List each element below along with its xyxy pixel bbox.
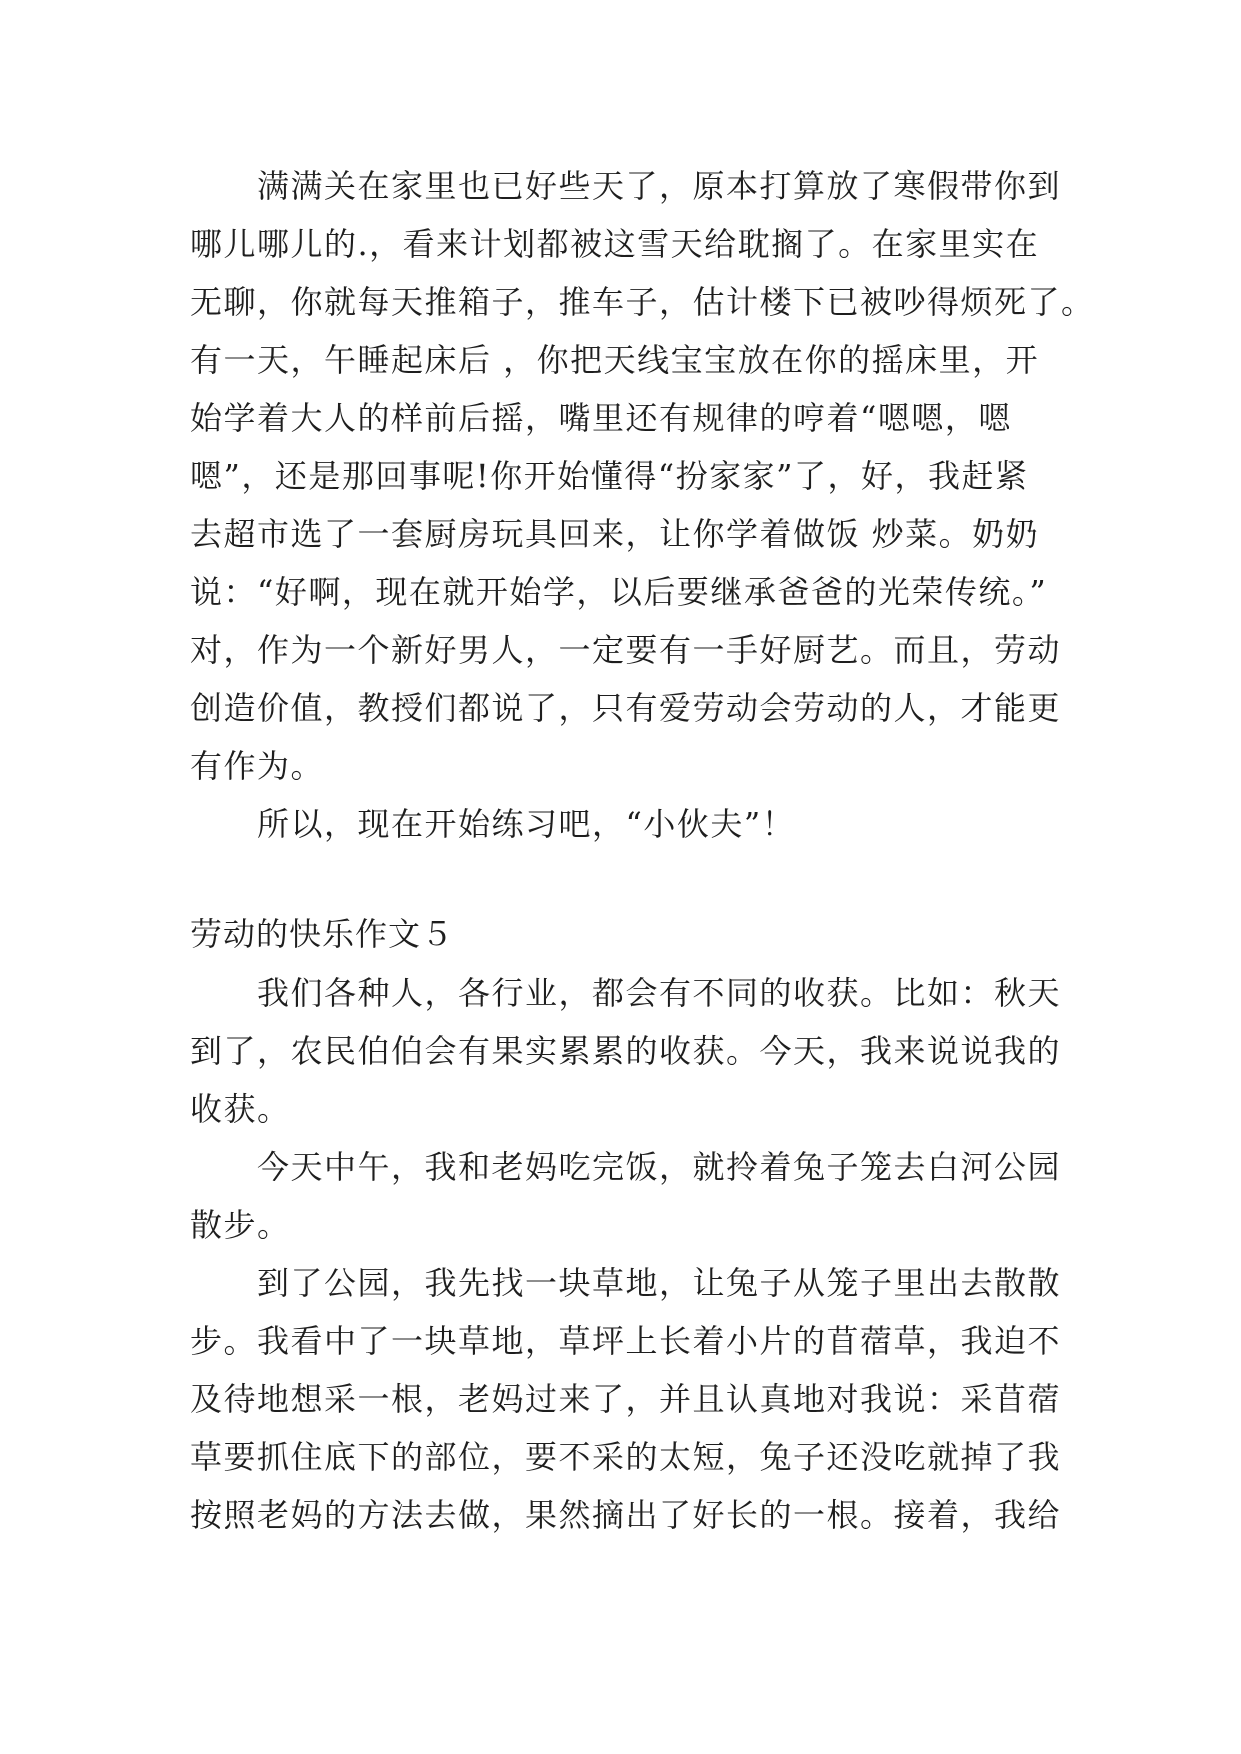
text-line: 按照老妈的方法去做，果然摘出了好长的一根。接着，我给 xyxy=(190,1496,1062,1534)
section-heading: 劳动的快乐作文５ xyxy=(190,915,455,953)
text-line: 草要抓住底下的部位，要不采的太短，兔子还没吃就掉了我 xyxy=(190,1438,1062,1476)
text-line: 步。我看中了一块草地，草坪上长着小片的苜蓿草，我迫不 xyxy=(190,1322,1062,1360)
text-line: 哪儿哪儿的.，看来计划都被这雪天给耽搁了。在家里实在 xyxy=(190,225,1040,263)
text-line: 无聊，你就每天推箱子，推车子，估计楼下已被吵得烦死了。 xyxy=(190,283,1095,321)
text-line: 始学着大人的样前后摇，嘴里还有规律的哼着“嗯嗯，嗯 xyxy=(190,399,1012,437)
text-line: 所以，现在开始练习吧，“小伙夫”！ xyxy=(257,805,796,843)
text-line: 及待地想采一根，老妈过来了，并且认真地对我说：采苜蓿 xyxy=(190,1380,1062,1418)
text-line: 对，作为一个新好男人，一定要有一手好厨艺。而且，劳动 xyxy=(190,631,1062,669)
text-line: 去超市选了一套厨房玩具回来，让你学着做饭 炒菜。奶奶 xyxy=(190,515,1040,553)
text-line: 满满关在家里也已好些天了，原本打算放了寒假带你到 xyxy=(257,167,1062,205)
text-line: 散步。 xyxy=(190,1206,291,1244)
text-line: 到了，农民伯伯会有果实累累的收获。今天，我来说说我的 xyxy=(190,1032,1062,1070)
text-line: 我们各种人，各行业，都会有不同的收获。比如：秋天 xyxy=(257,974,1062,1012)
text-line: 说：“好啊，现在就开始学，以后要继承爸爸的光荣传统。” xyxy=(190,573,1048,611)
text-line: 收获。 xyxy=(190,1090,291,1128)
text-line: 有一天，午睡起床后 ，你把天线宝宝放在你的摇床里，开 xyxy=(190,341,1040,379)
text-line: 有作为。 xyxy=(190,747,325,785)
text-line: 今天中午，我和老妈吃完饭，就拎着兔子笼去白河公园 xyxy=(257,1148,1062,1186)
text-line: 创造价值，教授们都说了，只有爱劳动会劳动的人，才能更 xyxy=(190,689,1062,727)
text-line: 到了公园，我先找一块草地，让兔子从笼子里出去散散 xyxy=(257,1264,1062,1302)
text-line: 嗯”，还是那回事呢!你开始懂得“扮家家”了，好，我赶紧 xyxy=(190,457,1029,495)
